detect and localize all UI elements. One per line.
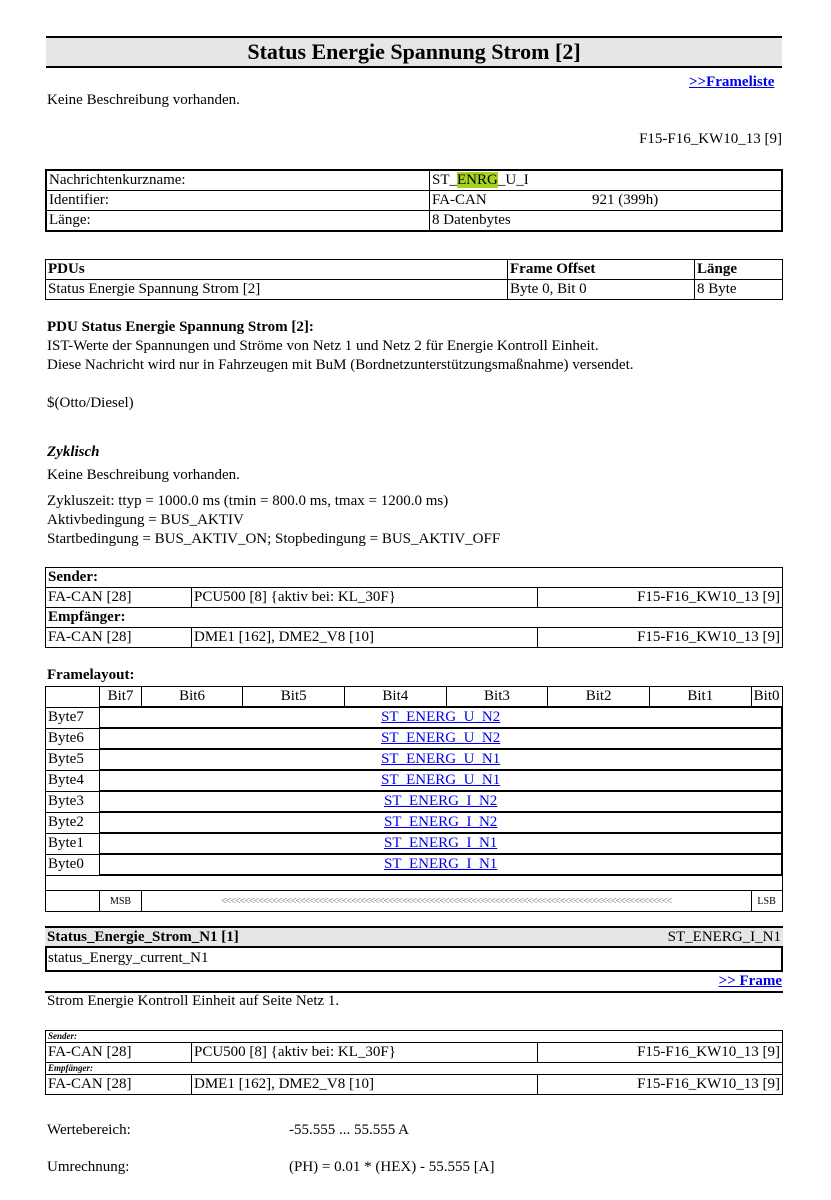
byte-row: Byte3 ST_ENERG_I_N2 [46,791,783,812]
byte-row: Byte0 ST_ENERG_I_N1 [46,854,783,875]
highlighted-text: ENRG [457,172,498,188]
shortname-value: ST_ENRG_U_I [430,170,783,191]
version-label: F15-F16_KW10_13 [9] [639,131,782,147]
info-row-shortname [46,170,782,191]
signal-link[interactable]: ST_ENERG_U_N2 [381,730,501,746]
receiver-label: Empfänger: [46,608,783,628]
pdu-header-offset: Frame Offset [508,260,695,280]
bit-header-row: Bit7 Bit6 Bit5 Bit4 Bit3 Bit2 Bit1 Bit0 [46,687,783,708]
byte-row: Byte1 ST_ENERG_I_N1 [46,833,783,854]
active-condition: Aktivbedingung = BUS_AKTIV [47,512,244,528]
sender-label: Sender: [46,568,783,588]
pdu-desc-line1: IST-Werte der Spannungen und Ströme von Netz 1 und Netz 2 für Energie Kontroll Einheit. [47,338,599,354]
sender-row: FA-CAN [28] PCU500 [8] {aktiv bei: KL_30F} F15-F16_KW10_13 [9] [46,1043,783,1063]
signal-name-box [45,946,783,972]
framelayout-table [45,686,783,912]
identifier-value: FA-CAN 921 (399h) [430,191,783,211]
framelayout-heading: Framelayout: [47,667,135,683]
signal-name: status_Energy_current_N1 [48,950,209,966]
signal-link[interactable]: ST_ENERG_U_N1 [381,751,501,767]
msb-label: MSB [100,891,141,912]
receiver-row: FA-CAN [28] DME1 [162], DME2_V8 [10] F15-F16_KW10_13 [9] [46,1075,783,1095]
start-stop-condition: Startbedingung = BUS_AKTIV_ON; Stopbedingung = BUS_AKTIV_OFF [47,531,501,547]
signal-link[interactable]: ST_ENERG_I_N2 [383,814,498,830]
signal-link[interactable]: ST_ENERG_I_N1 [383,835,498,851]
signal-link[interactable]: ST_ENERG_U_N1 [381,772,501,788]
pdu-heading: PDU Status Energie Spannung Strom [2]: [47,319,314,335]
pdu-table [45,259,783,300]
signal-header [45,926,783,948]
variant-label: $(Otto/Diesel) [47,395,134,411]
identifier-label: Identifier: [46,191,430,211]
cyclic-description: Keine Beschreibung vorhanden. [47,467,240,483]
byte-row: Byte4 ST_ENERG_U_N1 [46,770,783,791]
pdu-header-name: PDUs [46,260,508,280]
pdu-row: Status Energie Spannung Strom [2] Byte 0, Bit 0 8 Byte [46,280,783,300]
info-row-identifier [46,191,782,211]
range-value: -55.555 ... 55.555 A [289,1122,409,1138]
byte-row: Byte7 ST_ENERG_U_N2 [46,707,783,728]
signal-link[interactable]: ST_ENERG_I_N2 [383,793,498,809]
byte-row: Byte5 ST_ENERG_U_N1 [46,749,783,770]
conversion-label: Umrechnung: [47,1159,130,1175]
receiver-label: Empfänger: [46,1063,783,1075]
signal-description: Strom Energie Kontroll Einheit auf Seite Netz 1. [47,993,340,1009]
length-value: 8 Datenbytes [430,211,783,232]
message-description: Keine Beschreibung vorhanden. [47,92,240,108]
cycle-time: Zykluszeit: ttyp = 1000.0 ms (tmin = 800.0 ms, tmax = 1200.0 ms) [47,493,449,509]
sender-row: FA-CAN [28] PCU500 [8] {aktiv bei: KL_30F} F15-F16_KW10_13 [9] [46,588,783,608]
conversion-value: (PH) = 0.01 * (HEX) - 55.555 [A] [289,1159,495,1175]
pdu-desc-line2: Diese Nachricht wird nur in Fahrzeugen mit BuM (Bordnetzunterstützungsmaßnahme) versendet. [47,357,634,373]
byte-row: Byte6 ST_ENERG_U_N2 [46,728,783,749]
signal-short-name: ST_ENERG_I_N1 [667,929,781,945]
frame-link[interactable]: >> Frame [718,973,782,989]
info-row-length [46,211,782,232]
spacer-row [46,875,783,891]
byte-row: Byte2 ST_ENERG_I_N2 [46,812,783,833]
page-title: Status Energie Spannung Strom [2] [46,36,782,68]
message-info-table [45,169,783,232]
signal-link[interactable]: ST_ENERG_I_N1 [383,856,498,872]
shortname-label: Nachrichtenkurzname: [46,170,430,191]
sender-receiver-table [45,567,783,648]
pdu-header-length: Länge [695,260,783,280]
lsb-label: LSB [751,891,782,912]
signal-title: Status_Energie_Strom_N1 [1] [47,929,239,945]
cyclic-heading: Zyklisch [47,444,100,460]
bit-order-arrows: <<<<<<<<<<<<<<<<<<<<<<<<<<<<<<<<<<<<<<<<<<<<<<<<<<<<<<<<<<<<<<<<<<<<<<<<<<<<<<<<<<<<<<<<<<<<<<<<< [141,891,751,912]
signal-sender-receiver-table [45,1030,783,1095]
msb-lsb-row [46,891,783,912]
range-label: Wertebereich: [47,1122,131,1138]
signal-link[interactable]: ST_ENERG_U_N2 [381,709,501,725]
frameliste-link[interactable]: >>Frameliste [689,74,775,90]
sender-label: Sender: [46,1031,783,1043]
length-label: Länge: [46,211,430,232]
receiver-row: FA-CAN [28] DME1 [162], DME2_V8 [10] F15-F16_KW10_13 [9] [46,628,783,648]
